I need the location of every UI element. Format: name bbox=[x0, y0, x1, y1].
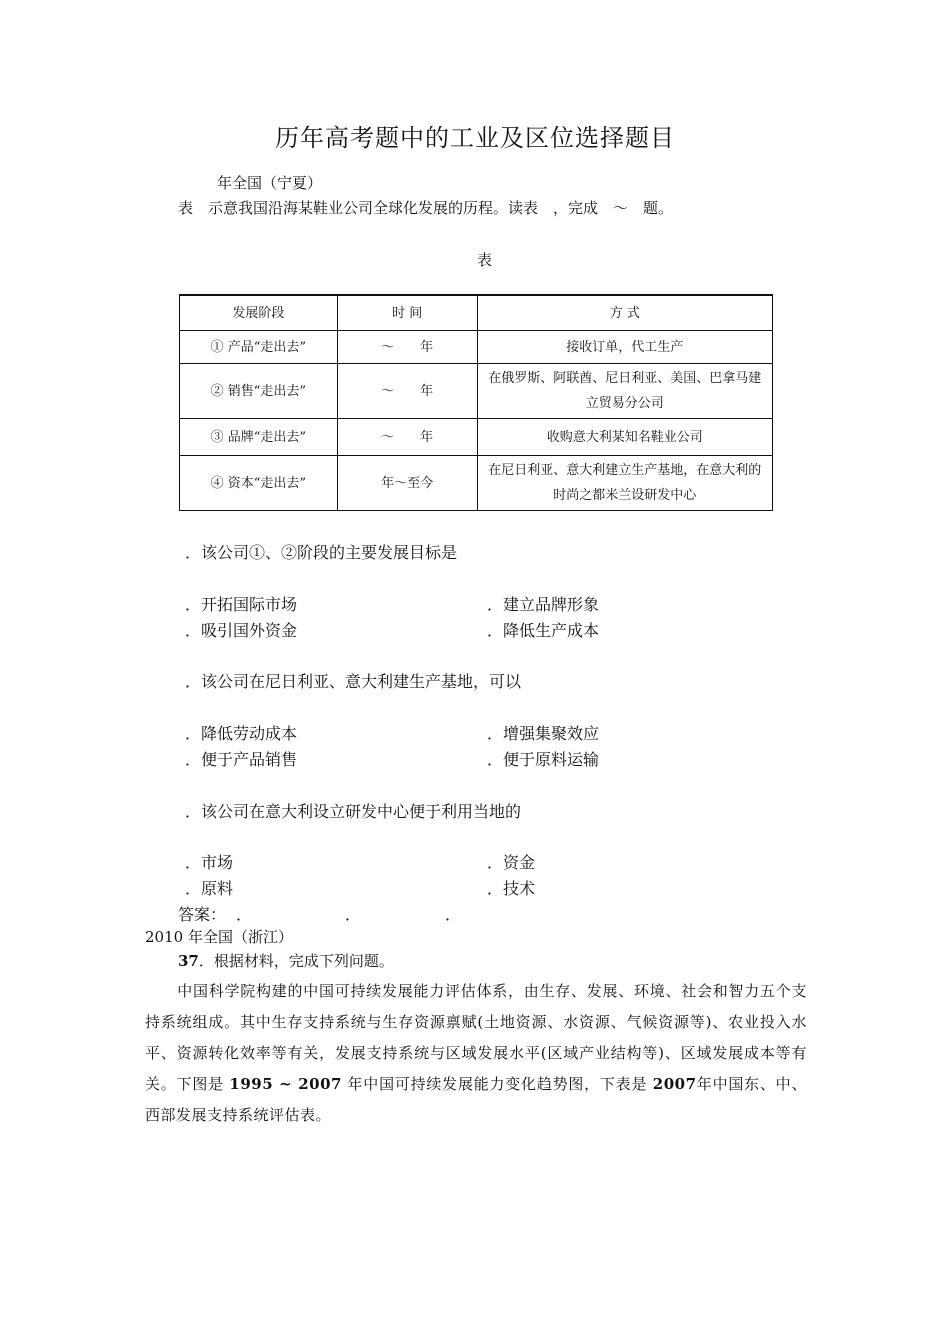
page-title: 历年高考题中的工业及区位选择题目 bbox=[275, 124, 675, 152]
header-method: 方 式 bbox=[477, 295, 772, 331]
cell-time: ～ 年 bbox=[337, 331, 477, 364]
question-number: 37 bbox=[178, 952, 199, 970]
answer-mark: ． bbox=[345, 905, 362, 924]
cell-time: 年～至今 bbox=[337, 456, 477, 511]
option: ．市场 bbox=[185, 853, 234, 872]
header-time: 时 间 bbox=[337, 295, 477, 331]
option: ．增强集聚效应 bbox=[487, 724, 600, 743]
question-heading bbox=[178, 950, 394, 971]
answer-label: 答案： bbox=[178, 905, 227, 924]
option: ．便于原料运输 bbox=[487, 750, 600, 769]
table-header-row bbox=[180, 295, 773, 331]
option: ．原料 bbox=[185, 879, 234, 898]
cell-stage: ② 销售“走出去” bbox=[180, 364, 338, 419]
question-stem: ．该公司①、②阶段的主要发展目标是 bbox=[185, 543, 458, 562]
table-caption: 表 bbox=[477, 251, 493, 269]
option: ．资金 bbox=[487, 853, 536, 872]
table-row bbox=[180, 331, 773, 364]
intro-text: 表 示意我国沿海某鞋业公司全球化发展的历程。读表 ，完成 ～ 题。 bbox=[178, 199, 674, 217]
option: ．建立品牌形象 bbox=[487, 595, 600, 614]
cell-method: 收购意大利某知名鞋业公司 bbox=[477, 419, 772, 456]
paragraph-text-3: 年中国东、中、西部发展支持系统评估表。 bbox=[145, 1075, 807, 1124]
cell-stage: ③ 品牌“走出去” bbox=[180, 419, 338, 456]
material-paragraph bbox=[145, 976, 807, 1131]
table-row bbox=[180, 456, 773, 511]
cell-method: 在俄罗斯、阿联酋、尼日利亚、美国、巴拿马建立贸易分公司 bbox=[477, 364, 772, 419]
paragraph-text-2: 年中国可持续发展能力变化趋势图，下表是 bbox=[347, 1075, 648, 1093]
cell-time: ～ 年 bbox=[337, 419, 477, 456]
table-row bbox=[180, 419, 773, 456]
cell-stage: ① 产品“走出去” bbox=[180, 331, 338, 364]
development-table bbox=[179, 294, 773, 511]
cell-stage: ④ 资本“走出去” bbox=[180, 456, 338, 511]
source-label: 2010 年全国（浙江） bbox=[145, 928, 293, 946]
question-stem: ．该公司在尼日利亚、意大利建生产基地，可以 bbox=[185, 672, 522, 691]
option: ．降低生产成本 bbox=[487, 621, 600, 640]
cell-method: 在尼日利亚、意大利建立生产基地，在意大利的时尚之都米兰设研发中心 bbox=[477, 456, 772, 511]
source-label: 年全国（宁夏） bbox=[217, 174, 323, 192]
question-stem: ．该公司在意大利设立研发中心便于利用当地的 bbox=[185, 802, 522, 821]
option: ．便于产品销售 bbox=[185, 750, 298, 769]
option: ．降低劳动成本 bbox=[185, 724, 298, 743]
table-row bbox=[180, 364, 773, 419]
option: ．开拓国际市场 bbox=[185, 595, 298, 614]
cell-method: 接收订单，代工生产 bbox=[477, 331, 772, 364]
answer-mark: ． bbox=[236, 905, 253, 924]
question-text: ．根据材料，完成下列问题。 bbox=[198, 952, 394, 970]
answer-mark: ． bbox=[445, 905, 462, 924]
paragraph-text-1: 中国科学院构建的中国可持续发展能力评估体系，由生存、发展、环境、社会和智力五个支持系统组成。其中生存支持系统与生存资源禀赋(土地资源、水资源、气候资源等)、农业投入水平、资源转化效率等有关，发展支持系统与区域发展水平(区域产业结构等)、区域发展成本等有关。下图是 bbox=[145, 982, 807, 1093]
year-end: 2007 bbox=[652, 1075, 697, 1093]
option: ．吸引国外资金 bbox=[185, 621, 298, 640]
header-stage: 发展阶段 bbox=[180, 295, 338, 331]
cell-time: ～ 年 bbox=[337, 364, 477, 419]
option: ．技术 bbox=[487, 879, 536, 898]
year-range: 1995 ~ 2007 bbox=[229, 1075, 342, 1093]
